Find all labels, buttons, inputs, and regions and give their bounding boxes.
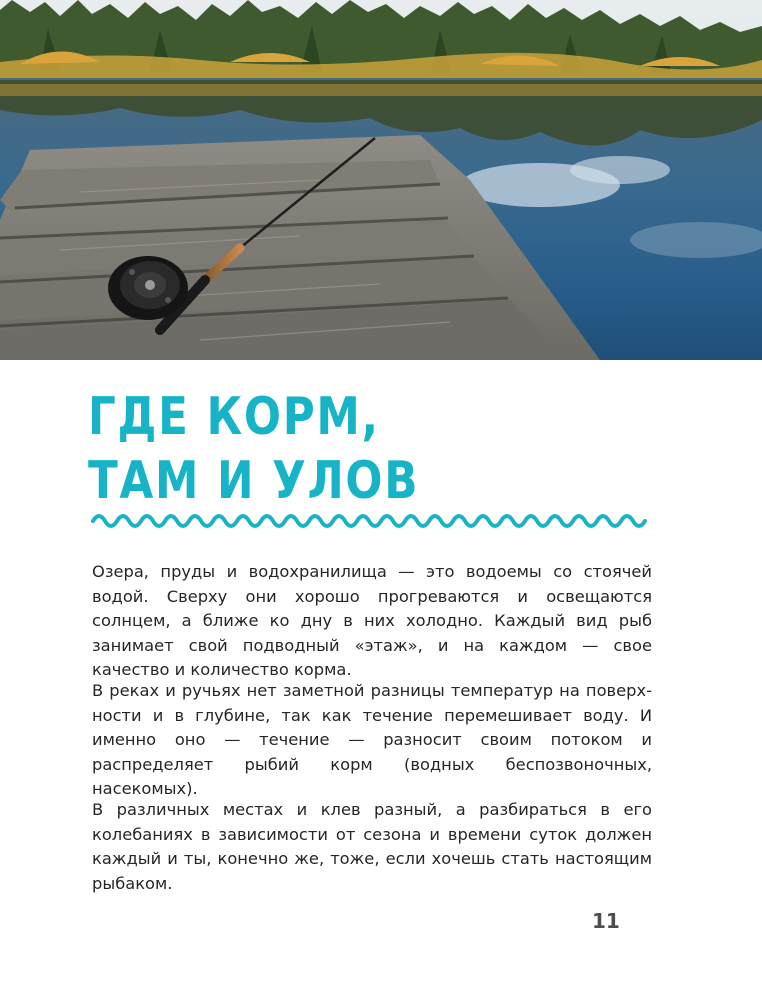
page-number: 11 [592, 909, 620, 933]
heading-line-2: ТАМ И УЛОВ [88, 451, 420, 511]
paragraph-rivers: В реках и ручьях нет заметной разницы температур на поверхности и в глубине, так как течение перемешивает воду. И именно оно — течение — разносит своим потоком и распределяет рыбий корм (водных беспозвоночных, насекомых). [92, 681, 652, 799]
paragraph-biting: В различных местах и клев разный, а разбираться в его колебаниях в зависимости от сезона и времени суток должен каждый и ты, конечно же, тоже, если хочешь стать настоящим рыбаком. [92, 800, 652, 893]
heading-line-1: ГДЕ КОРМ, [88, 387, 380, 447]
lake-pier-photo [0, 0, 762, 360]
wave-divider [91, 512, 649, 530]
paragraph-still-water: Озера, пруды и водохранилища — это водоемы со стоячей водой. Сверху они хорошо прогреваются и освещаются солнцем, а ближе ко дну в них холодно. Каждый вид рыб занимает свой подводный «этаж», и на каждом — свое качество и количество корма. [92, 562, 652, 680]
